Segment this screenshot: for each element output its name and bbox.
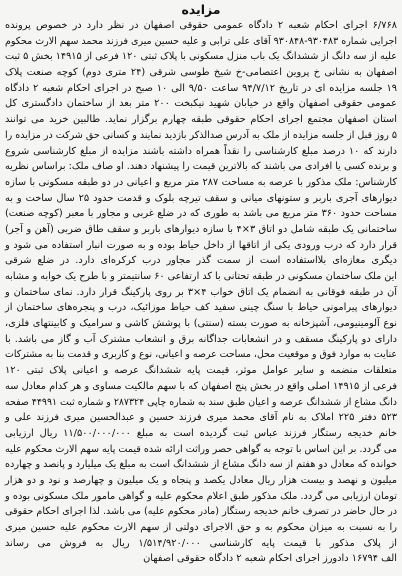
notice-line: خوانده که معادل دو هفتم از سه دانگ مشاع از ششدانگ است به مبلغ یک میلیارد و پانصد و چهارده	[4, 459, 397, 471]
notice-line: عنایت به موارد فوق و موقعیت محل، مساحت عرصه و اعیانی، نوع و کاربری و قدمت بنا به مشترکات	[5, 349, 398, 361]
notice-line: میلیون و نهصد و بیست هزار ریال معادل یکصد و پنجاه و یک میلیون و چهارصد و نود و دو هزار	[5, 474, 397, 486]
notice-line: مساحت حدود ۳۶۰ متر مربع می باشد به طوری که در ضلع غربی و مجاور با معبر (کوچه صنعت)	[4, 208, 397, 220]
notice-line: فرعی از ۱۴۹۱۵ اصلی واقع در بخش پنج اصفهان که با سهم مالکیت مساوی و هر کدام معادل سه	[5, 380, 397, 392]
notice-line: اجرایی شماره ۹۳۰۴۸۳-۹۳۰۸۴۸ آقای علی ترابی و علیه حسین میری فرزند محمد سهم الارث محکوم	[4, 35, 397, 47]
notice-line: در حال حاضر در تصرف خانم خدیجه رستگار (مادر محکوم علیه) می باشد. لذا اجرای احکام حقوقی	[4, 506, 398, 518]
notice-body	[5, 18, 397, 567]
notice-line: اصفهان به نشانی خ پروین اعتصامی-خ شیخ طوسی شرقی (۲۴ متری دوم) کوچه صنعت پلاک	[4, 67, 397, 79]
notice-line: دارای دو پارکینگ مسقف و در انشعابات جداگانه برق و انشعاب مشترک آب و گاز می باشد. با	[5, 333, 397, 345]
notice-line: ۵۲۳ دفتر ۲۲۵ املاک به نام آقای محمد میری فرزند حسین و عبدالحسین میری فرزند علی و	[5, 412, 397, 424]
notice-line: دارند که ۱۰ درصد مبلغ کارشناسی را نقداً همراه داشته باشند مزایده از مبلغ کارشناسی شروع	[5, 145, 397, 157]
notice-line: قرار دارد که درب ورودی یکی از اتاقها از داخل حیاط بوده و به صورت انبار استفاده می شود و	[5, 239, 397, 251]
notice-line: ۵ روز قبل از جلسه مزایده از ملک به آدرس صدالذکر بازدید نمایند و کسانی حق شرکت در مزایده را	[4, 129, 397, 141]
notice-line: و برنده کسی یا افرادی می باشند که بالاترین قیمت را پیشنهاد دهند. او صاف ملک: براساس نظریه	[4, 161, 398, 173]
notice-signature: الف ۱۶۷۹۴ دادورز اجرای احکام شعبه ۲ دادگاه حقوقی اصفهان	[143, 553, 397, 565]
notice-line: نوع آلومینیومی، آشپزخانه به صورت بسته (سنتی) با پوشش کاشی و سرامیک و کابینتهای فلزی،	[5, 318, 397, 330]
notice-line: دیوارهای پیرامونی حیاط با سنگ چینی سفید کف حیاط موزائیک، درب و پنجره‌های ساختمان از	[5, 302, 397, 314]
notice-line: را به نسبت به میزان محکوم به و حق الاجرای دولتی از سهم الارث محکوم علیه حسین میری	[5, 522, 397, 533]
notice-line: خانم خدیجه رستگار فرزند عباس ثبت گردیده است به مبلغ ۱۱/۵۰۰/۰۰۰/۰۰۰ ریال ارزیابی	[4, 427, 397, 439]
notice-line: تومان ارزیابی می گردد. ملک مذکور طبق اعلام محکوم علیه و گواهی مامور ملک مسکونی بوده و	[4, 490, 398, 502]
notice-line: متعلقات منضمه و سایر عوامل موثر، قیمت پایه ششدانگ عرصه و اعیانی پلاک ثبتی ۱۲۰	[5, 365, 397, 377]
notice-line: علیه از سه دانگ از ششدانگ یک باب منزل مسکونی با پلاک ثبتی ۱۲۰ فرعی از ۱۴۹۱۵ بخش ۵ ثبت	[4, 51, 397, 63]
notice-line: ساختمانی یک طبقه شامل دو اتاق ۳×۴ با سازه دیوارهای باربر و سقف طاق ضربی (آهن و آجر)	[5, 223, 397, 235]
notice-line: این ملک ساختمان مسکونی در طبقه تحتانی با کد ارتفاعی ۶۰ سانتیمتر و با طرح یک خوابه و مشابه	[4, 271, 397, 282]
notice-line: ۱۹ جلسه مزایده ای در تاریخ ۹۴/۷/۱۲ ساعت ۹/۵۰ الی ۱۰ صبح در اجرای احکام شعبه ۲ دادگاه	[4, 82, 397, 94]
notice-line: می گردد. بر این اساس با توجه به گواهی حصر وراثت ارائه شده قیمت پایه سهم الارث محکوم علیه	[5, 443, 397, 455]
notice-line: دیوارهای آجری باربر و ستونهای میانی و سقف تیرچه بلوک و قدمت حدود ۲۵ سال ساخت و به	[5, 192, 397, 204]
notice-line: کارشناس: ملک مذکور با عرصه به مساحت ۲۸۷ متر مربع و اعیانی در دو طبقه مسکونی با سازه	[5, 176, 397, 188]
notice-line: استان اصفهان مجتمع اجرای احکام حقوقی طبقه چهارم برگزار نماید. طالبین خرید می توانند	[5, 114, 397, 126]
notice-title: مزایده	[181, 2, 221, 17]
notice-line: عمومی حقوقی اصفهان واقع در خیابان شهید نیکبخت ۲۰۰ متر بعد از ساختمان دادگستری کل	[5, 98, 397, 110]
notice-line: از پلاک مذکور با قیمت پایه کارشناسی ۱/۵۱۴/۹۲۰/۰۰۰ ریال به فروش می رساند	[5, 537, 397, 549]
notice-line: ۶/۷۶۸ اجرای احکام شعبه ۲ دادگاه عمومی حقوقی اصفهان در نظر دارد در خصوص پرونده	[5, 20, 397, 31]
notice-line: دانگ مشاع از ششدانگ عرصه و اعیان طبق سند به شماره چاپی ۲۸۷۳۲۴ و شماره ثبت ۴۴۹۹۱ صفحه	[4, 396, 397, 408]
notice-line: آن در طبقه فوقانی به انضمام یک اتاق خواب ۴×۳ بر روی پارکینگ قرار دارد. نمای ساختمان و	[5, 286, 397, 298]
notice-line: دیگری مغازه‌ای بلااستفاده است از سمت گذر مجاور درب کرکره‌ای دارد. در ضلع شرقی	[5, 255, 397, 267]
